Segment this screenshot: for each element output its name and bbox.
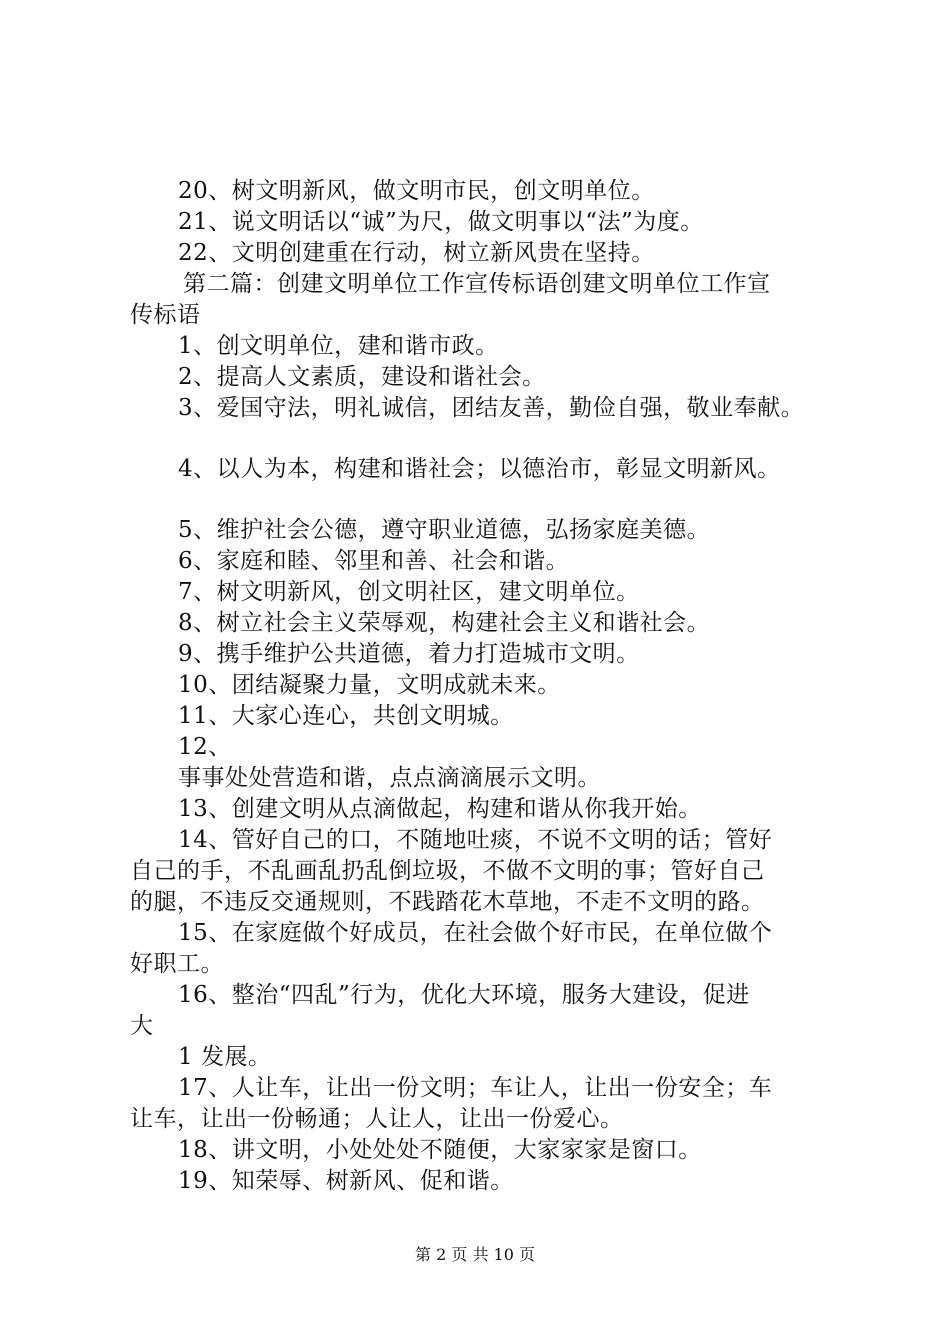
slogan-line-22: 22、文明创建重在行动，树立新风贵在坚持。 xyxy=(178,240,655,266)
slogan-line-16b: 大 xyxy=(130,1013,154,1039)
slogan-line-15b: 好职工。 xyxy=(130,951,224,977)
slogan-line-10: 10、团结凝聚力量，文明成就未来。 xyxy=(178,672,561,698)
slogan-line-14b: 自己的手，不乱画乱扔乱倒垃圾，不做不文明的事；管好自己 xyxy=(130,858,765,884)
slogan-line-6: 6、家庭和睦、邻里和善、社会和谐。 xyxy=(178,548,570,574)
page-footer: 第 2 页 共 10 页 xyxy=(415,1245,535,1264)
slogan-line-5: 5、维护社会公德，遵守职业道德，弘扬家庭美德。 xyxy=(178,517,711,543)
slogan-line-12-text: 事事处处营造和谐，点点滴滴展示文明。 xyxy=(178,765,601,791)
slogan-line-1: 1、创文明单位，建和谐市政。 xyxy=(178,333,499,359)
slogan-line-2: 2、提高人文素质，建设和谐社会。 xyxy=(178,364,546,390)
slogan-line-13: 13、创建文明从点滴做起，构建和谐从你我开始。 xyxy=(178,796,702,822)
section-heading: 第二篇：创建文明单位工作宣传标语创建文明单位工作宣 xyxy=(183,271,771,297)
slogan-line-17a: 17、人让车，让出一份文明；车让人，让出一份安全；车 xyxy=(178,1075,773,1101)
slogan-line-4: 4、以人为本，构建和谐社会；以德治市，彰显文明新风。 xyxy=(178,456,781,482)
slogan-line-14a: 14、管好自己的口，不随地吐痰，不说不文明的话；管好 xyxy=(178,827,773,853)
slogan-line-8: 8、树立社会主义荣辱观，构建社会主义和谐社会。 xyxy=(178,610,711,636)
section-heading-continued: 传标语 xyxy=(130,302,201,328)
slogan-line-9: 9、携手维护公共道德，着力打造城市文明。 xyxy=(178,641,640,667)
slogan-line-3: 3、爱国守法，明礼诚信，团结友善，勤俭自强，敬业奉献。 xyxy=(178,395,805,421)
slogan-line-16a: 16、整治“四乱”行为，优化大环境，服务大建设，促进 xyxy=(178,982,750,1008)
slogan-line-15a: 15、在家庭做个好成员，在社会做个好市民，在单位做个 xyxy=(178,920,773,946)
slogan-line-11: 11、大家心连心，共创文明城。 xyxy=(178,703,514,729)
slogan-line-16c: 1 发展。 xyxy=(178,1044,272,1070)
slogan-line-19: 19、知荣辱、树新风、促和谐。 xyxy=(178,1168,514,1194)
slogan-line-18: 18、讲文明，小处处处不随便，大家家家是窗口。 xyxy=(178,1137,702,1163)
slogan-line-12-number: 12、 xyxy=(178,734,232,760)
slogan-line-20: 20、树文明新风，做文明市民，创文明单位。 xyxy=(178,178,655,204)
slogan-line-7: 7、树文明新风，创文明社区，建文明单位。 xyxy=(178,579,640,605)
slogan-line-21: 21、说文明话以“诚”为尺，做文明事以“法”为度。 xyxy=(178,209,704,235)
slogan-line-17b: 让车，让出一份畅通；人让人，让出一份爱心。 xyxy=(130,1106,624,1132)
slogan-line-14c: 的腿，不违反交通规则，不践踏花木草地，不走不文明的路。 xyxy=(130,889,765,915)
